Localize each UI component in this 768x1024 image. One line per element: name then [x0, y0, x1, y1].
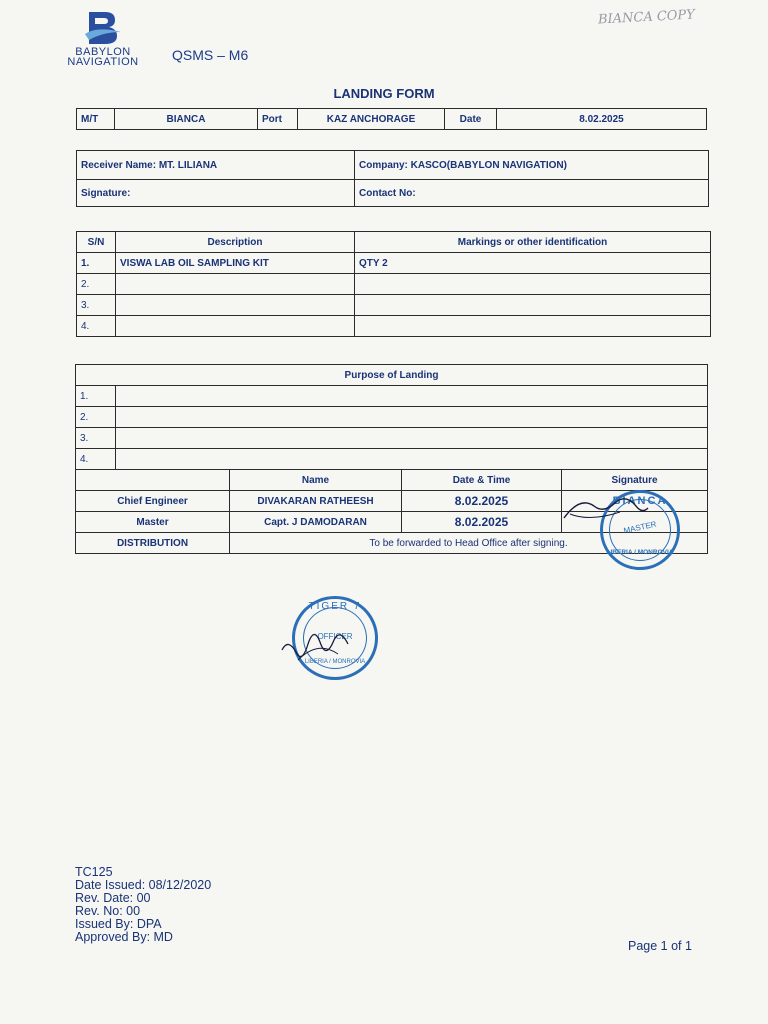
doc-code: QSMS – M6 — [172, 47, 249, 63]
date-master: 8.02.2025 — [402, 512, 562, 533]
row-markings: QTY 2 — [355, 253, 711, 274]
name-chief-engineer: DIVAKARAN RATHEESH — [230, 491, 402, 512]
form-title: LANDING FORM — [333, 86, 435, 101]
port-value: KAZ ANCHORAGE — [298, 109, 445, 130]
purpose-text — [116, 407, 708, 428]
logo-b-icon — [83, 10, 123, 46]
tiger-stamp-top-text: TIGER 7 — [308, 601, 362, 612]
date-label: Date — [445, 109, 497, 130]
stamp-mid-text: MASTER — [622, 519, 658, 536]
row-description — [116, 274, 355, 295]
table-row — [77, 274, 711, 295]
tiger-stamp-bottom-text: LIBERIA / MONROVIA — [304, 659, 366, 665]
distribution-text: To be forwarded to Head Office after signing. — [230, 533, 708, 554]
header-markings: Markings or other identification — [355, 232, 711, 253]
role-master: Master — [76, 512, 230, 533]
items-table — [76, 231, 711, 337]
tiger-stamp-mid-text: OFFICER — [317, 632, 353, 641]
header-signature: Signature — [562, 470, 708, 491]
date-value: 8.02.2025 — [497, 109, 707, 130]
header-sn: S/N — [77, 232, 116, 253]
company-logo — [58, 10, 148, 72]
name-master: Capt. J DAMODARAN — [230, 512, 402, 533]
purpose-text — [116, 428, 708, 449]
items-header-row — [77, 232, 711, 253]
logo-line1: BABYLON — [75, 46, 131, 58]
mt-value: BIANCA — [115, 109, 258, 130]
row-description: VISWA LAB OIL SAMPLING KIT — [116, 253, 355, 274]
row-sn: 1. — [77, 253, 116, 274]
signature-scribble-icon — [560, 492, 650, 526]
purpose-text — [116, 449, 708, 470]
table-row — [77, 295, 711, 316]
header-datetime: Date & Time — [402, 470, 562, 491]
purpose-row — [76, 407, 708, 428]
row-markings — [355, 295, 711, 316]
header-name: Name — [230, 470, 402, 491]
row-sn: 3. — [77, 295, 116, 316]
signature-field: Signature: — [77, 180, 355, 207]
row-description — [116, 295, 355, 316]
purpose-number: 1. — [76, 386, 116, 407]
row-sn: 4. — [77, 316, 116, 337]
vessel-row — [77, 109, 707, 130]
footer-rev-date: Rev. Date: 00 — [75, 891, 151, 905]
handwritten-note: BIANCA COPY — [597, 7, 696, 28]
receiver-table — [76, 150, 709, 207]
mt-label: M/T — [77, 109, 115, 130]
contact-field: Contact No: — [355, 180, 709, 207]
purpose-number: 3. — [76, 428, 116, 449]
footer-date-issued: Date Issued: 08/12/2020 — [75, 878, 212, 892]
footer-code: TC125 — [75, 865, 113, 879]
row-sn: 2. — [77, 274, 116, 295]
port-label: Port — [258, 109, 298, 130]
stamp-bottom-text: LIBERIA / MONROVIA — [606, 549, 674, 556]
row-description — [116, 316, 355, 337]
stamp-top-text: BIANCA — [612, 495, 668, 507]
row-markings — [355, 274, 711, 295]
purpose-text — [116, 386, 708, 407]
footer-approved-by: Approved By: MD — [75, 930, 173, 944]
purpose-title: Purpose of Landing — [76, 365, 708, 386]
distribution-label: DISTRIBUTION — [76, 533, 230, 554]
receiver-name: Receiver Name: MT. LILIANA — [77, 151, 355, 180]
table-row — [77, 316, 711, 337]
officer-signature-icon — [278, 620, 358, 670]
header-description: Description — [116, 232, 355, 253]
page-number: Page 1 of 1 — [628, 939, 692, 953]
company-name: Company: KASCO(BABYLON NAVIGATION) — [355, 151, 709, 180]
table-row — [77, 253, 711, 274]
purpose-number: 2. — [76, 407, 116, 428]
signoff-header-row — [76, 470, 708, 491]
logo-line2: NAVIGATION — [67, 56, 139, 68]
purpose-row — [76, 386, 708, 407]
purpose-number: 4. — [76, 449, 116, 470]
footer-block — [75, 866, 211, 944]
purpose-row — [76, 428, 708, 449]
vessel-table — [76, 108, 707, 130]
footer-rev-no: Rev. No: 00 — [75, 904, 141, 918]
date-chief-engineer: 8.02.2025 — [402, 491, 562, 512]
purpose-row — [76, 449, 708, 470]
purpose-header-row — [76, 365, 708, 386]
row-markings — [355, 316, 711, 337]
footer-issued-by: Issued By: DPA — [75, 917, 162, 931]
signoff-blank — [76, 470, 230, 491]
role-chief-engineer: Chief Engineer — [76, 491, 230, 512]
